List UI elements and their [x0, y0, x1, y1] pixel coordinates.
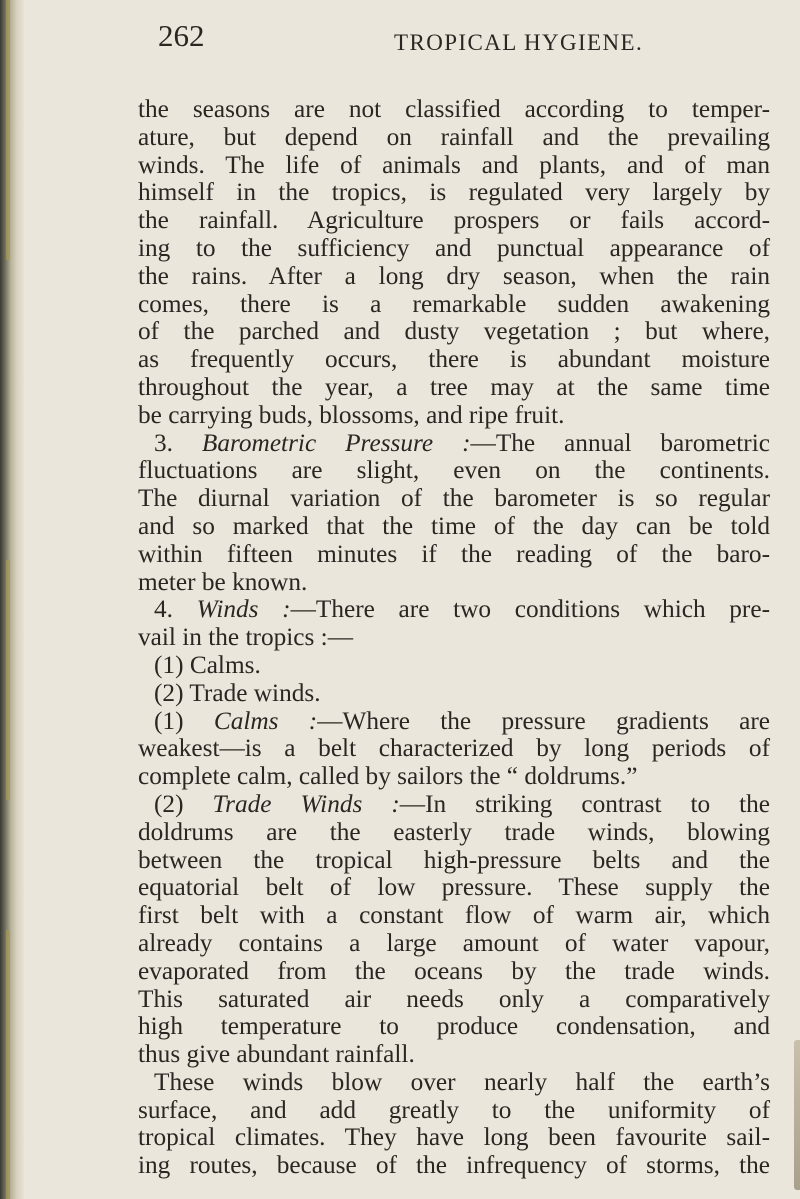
item-text: —Where the pressure gradients are [317, 706, 770, 735]
text-line: himself in the tropics, is regulated very largely by [138, 178, 770, 207]
text-line: equatorial belt of low pressure. These supply the [138, 873, 770, 902]
text-line: surface, and add greatly to the uniformity of [138, 1095, 770, 1124]
text-line: first belt with a constant flow of warm air, which [138, 901, 770, 930]
section-heading: Barometric Pressure : [201, 428, 471, 457]
section-heading: Winds : [196, 595, 291, 624]
text-line: already contains a large amount of water vapour, [138, 928, 770, 957]
text-line: complete calm, called by sailors the “ doldrums.” [138, 762, 638, 791]
item-text: —In striking contrast to the [399, 789, 771, 818]
spine-band-mark [6, 560, 10, 800]
text-line: be carrying buds, blossoms, and ripe fruit. [138, 400, 565, 429]
section-number: 4. [154, 595, 173, 624]
list-item: (1) Calms. [154, 650, 261, 679]
text-line: ing to the sufficiency and punctual appearance of [138, 233, 770, 262]
running-head: TROPICAL HYGIENE. [394, 30, 644, 55]
text-line: ature, but depend on rainfall and the prevailing [138, 122, 770, 151]
text-line: These winds blow over nearly half the earth’s [154, 1067, 770, 1096]
text-line: between the tropical high-pressure belts and the [138, 845, 770, 874]
text-line: ing routes, because of the infrequency of storms, the [138, 1151, 770, 1180]
spine-band-mark [6, 0, 10, 260]
section-text: —The annual barometric [470, 428, 770, 457]
text-line: high temperature to produce condensation, and [138, 1012, 770, 1041]
text-line: meter be known. [138, 567, 308, 596]
text-line: within fifteen minutes if the reading of the baro- [138, 539, 770, 568]
text-line: The diurnal variation of the barometer is so regular [138, 484, 770, 513]
spine-band-mark [6, 930, 10, 1199]
text-line: thus give abundant rainfall. [138, 1040, 415, 1069]
text-line: evaporated from the oceans by the trade winds. [138, 956, 770, 985]
text-line: the rainfall. Agriculture prospers or fails accord- [138, 206, 770, 235]
text-line: of the parched and dusty vegetation ; but where, [138, 317, 770, 346]
text-line: as frequently occurs, there is abundant moisture [138, 345, 770, 374]
section-3-first-line [138, 430, 770, 458]
item-marker: (2) [154, 789, 184, 818]
text-line: winds. The life of animals and plants, and of man [138, 150, 770, 179]
calms-first-line [138, 708, 770, 736]
text-line: doldrums are the easterly trade winds, blowing [138, 817, 770, 846]
item-marker: (1) [154, 706, 184, 735]
text-line: vail in the tropics :— [138, 623, 353, 652]
page-edge-mark [794, 1040, 800, 1190]
section-text: —There are two conditions which pre- [290, 595, 770, 624]
item-heading: Trade Winds : [212, 789, 400, 818]
text-line: the rains. After a long dry season, when the rain [138, 261, 770, 290]
text-line: throughout the year, a tree may at the same time [138, 372, 770, 401]
text-line: tropical climates. They have long been favourite sail- [138, 1123, 770, 1152]
text-line: the seasons are not classified according to temper- [138, 95, 770, 123]
item-heading: Calms : [213, 706, 318, 735]
text-line: comes, there is a remarkable sudden awakening [138, 289, 770, 318]
section-number: 3. [154, 428, 173, 457]
text-line: fluctuations are slight, even on the continents. [138, 456, 770, 485]
body-text [138, 96, 770, 1180]
text-line: and so marked that the time of the day can be told [138, 511, 770, 540]
text-line: This saturated air needs only a comparatively [138, 984, 770, 1013]
page-number: 262 [158, 18, 205, 53]
text-line: weakest—is a belt characterized by long periods of [138, 734, 770, 763]
section-4-first-line [138, 596, 770, 624]
book-spine-shadow [0, 0, 24, 1199]
trade-first-line [138, 791, 770, 819]
page-header [158, 18, 758, 62]
list-item: (2) Trade winds. [154, 678, 321, 707]
